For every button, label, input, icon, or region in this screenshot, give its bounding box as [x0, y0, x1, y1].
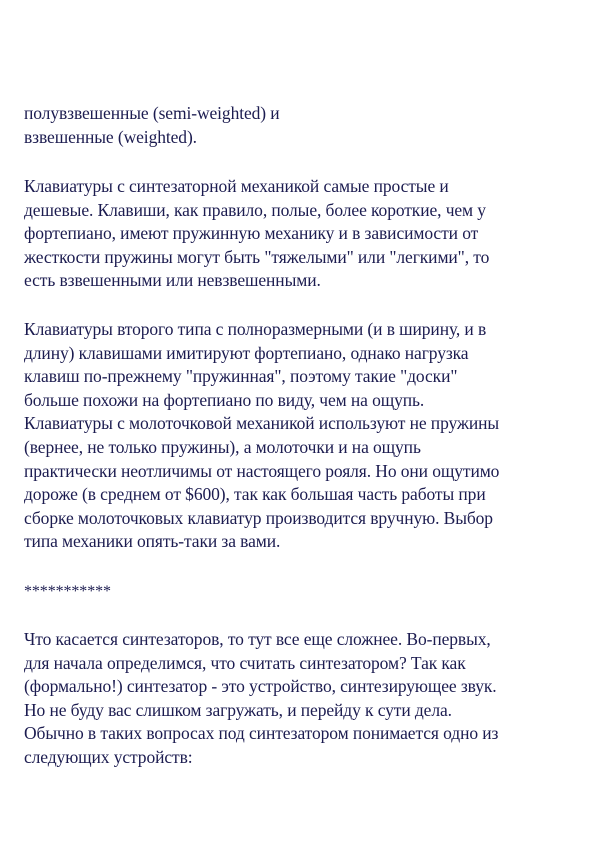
text-line: фортепиано, имеют пружинную механику и в зависимости от: [24, 223, 479, 244]
text-line: следующих устройств:: [24, 746, 193, 767]
paragraph-synth-intro: [24, 628, 584, 770]
section-separator: [24, 580, 584, 604]
paragraph-second-type: [24, 318, 584, 554]
text-line: дороже (в среднем от $600), так как большая часть работы при: [24, 484, 486, 505]
text-line: Клавиатуры с синтезаторной механикой самые простые и: [24, 176, 449, 196]
text-line: Клавиатуры с молоточковой механикой используют не пружины: [24, 413, 500, 434]
text-line: Что касается синтезаторов, то тут все еще сложнее. Во-первых,: [24, 629, 491, 649]
separator-stars: ***********: [24, 583, 111, 600]
text-line: типа механики опять-таки за вами.: [24, 531, 281, 552]
text-line: (вернее, не только пружины), а молоточки и на ощупь: [24, 436, 421, 457]
text-line: Но не буду вас слишком загружать, и перейду к сути дела.: [24, 699, 452, 720]
paragraph-weights: [24, 102, 584, 149]
text-line: полувзвешенные (semi-weighted) и: [24, 103, 280, 123]
text-line: клавиш по-прежнему "пружинная", поэтому такие "доски": [24, 366, 458, 387]
text-line: взвешенные (weighted).: [24, 126, 197, 147]
text-line: есть взвешенными или невзвешенными.: [24, 270, 321, 291]
text-line: для начала определимся, что считать синтезатором? Так как: [24, 652, 466, 673]
text-line: жесткости пружины могут быть "тяжелыми" или "легкими", то: [24, 246, 490, 267]
text-line: сборке молоточковых клавиатур производится вручную. Выбор: [24, 507, 493, 528]
text-line: (формально!) синтезатор - это устройство, синтезирующее звук.: [24, 676, 497, 697]
text-line: больше похожи на фортепиано по виду, чем на ощупь.: [24, 389, 425, 410]
text-line: Клавиатуры второго типа с полноразмерными (и в ширину, и в: [24, 319, 487, 339]
text-line: дешевые. Клавиши, как правило, полые, более короткие, чем у: [24, 199, 486, 220]
paragraph-synth-mechanics: [24, 175, 584, 293]
text-line: Обычно в таких вопросах под синтезатором понимается одно из: [24, 723, 499, 744]
text-line: практически неотличимы от настоящего рояля. Но они ощутимо: [24, 460, 500, 481]
text-line: длину) клавишами имитируют фортепиано, однако нагрузка: [24, 342, 469, 363]
